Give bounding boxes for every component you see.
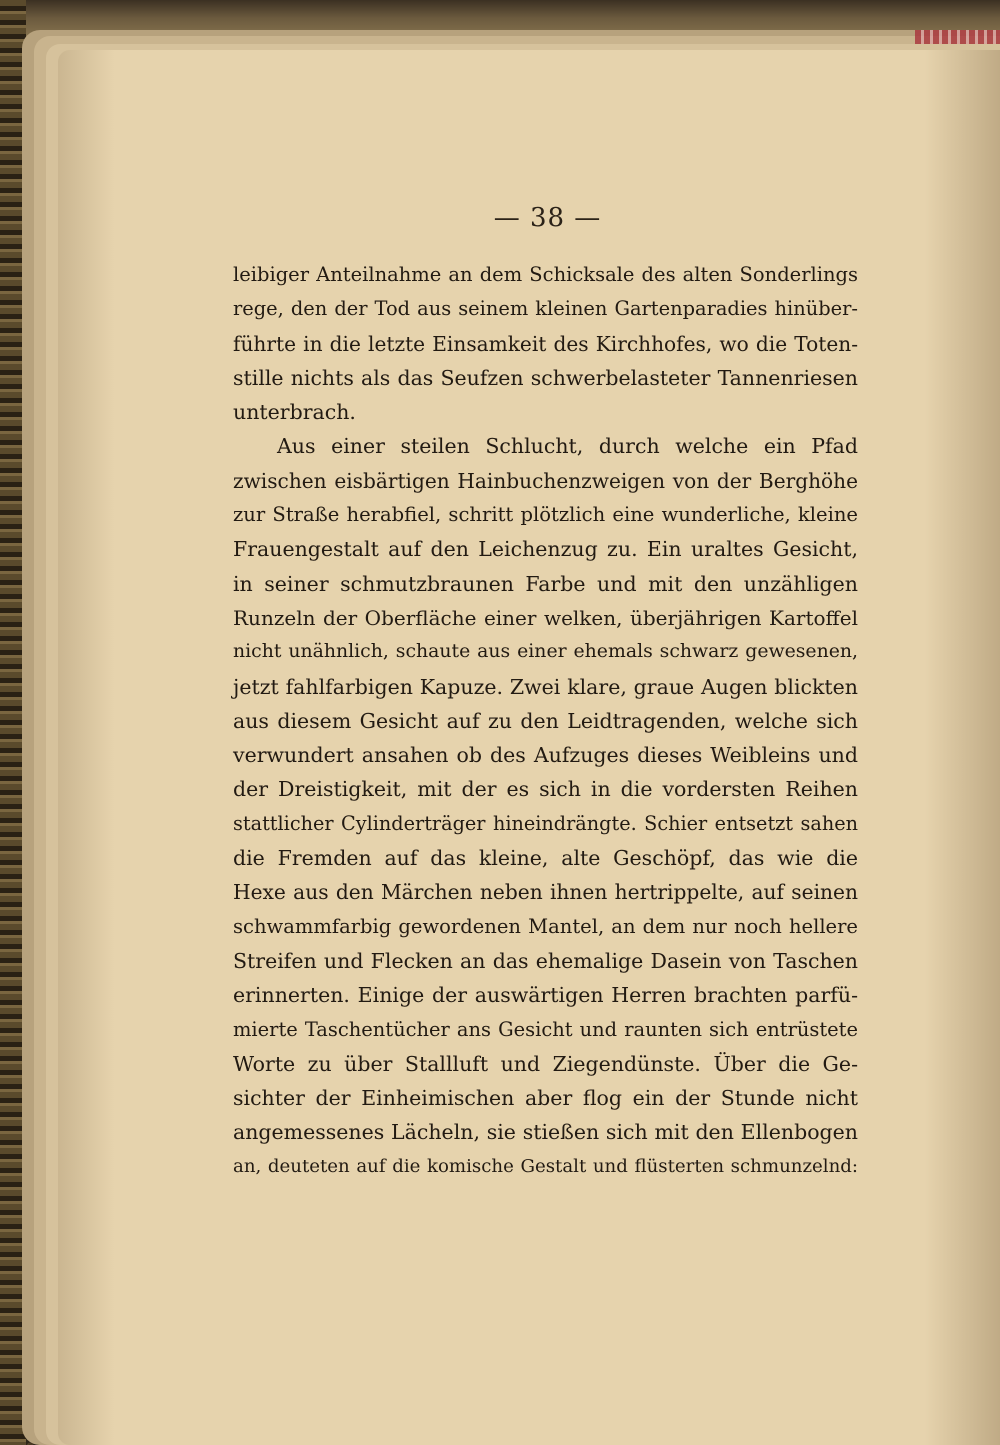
text-line: leibiger Anteilnahme an dem Schicksale des alten Sonderlings: [233, 263, 858, 286]
text-line: Hexe aus den Märchen neben ihnen hertrippelte, auf seinen: [233, 880, 858, 905]
text-line: Aus einer steilen Schlucht, durch welche ein Pfad: [277, 434, 858, 459]
text-line: stattlicher Cylinderträger hineindrängte. Schier entsetzt sahen: [233, 811, 858, 835]
text-line: sichter der Einheimischen aber flog ein der Stunde nicht: [233, 1086, 858, 1111]
text-line: aus diesem Gesicht auf zu den Leidtragenden, welche sich: [233, 708, 858, 733]
text-line: an, deuteten auf die komische Gestalt und flüsterten schmunzelnd:: [233, 1155, 858, 1177]
text-line: zwischen eisbärtigen Hainbuchenzweigen von der Berghöhe: [233, 468, 858, 493]
text-line: Streifen und Flecken an das ehemalige Dasein von Taschen: [233, 948, 858, 973]
text-line: zur Straße herabfiel, schritt plötzlich eine wunderliche, kleine: [233, 503, 858, 527]
text-line: erinnerten. Einige der auswärtigen Herren brachten parfü-: [233, 983, 858, 1008]
text-line: verwundert ansahen ob des Aufzuges dieses Weibleins und: [233, 743, 858, 768]
text-line: Frauengestalt auf den Leichenzug zu. Ein uraltes Gesicht,: [233, 537, 858, 562]
text-line: die Fremden auf das kleine, alte Geschöpf, das wie die: [233, 846, 858, 871]
text-line: unterbrach.: [233, 400, 356, 425]
text-line: angemessenes Lächeln, sie stießen sich mit den Ellenbogen: [233, 1120, 858, 1145]
text-line: Runzeln der Oberfläche einer welken, überjährigen Kartoffel: [233, 605, 858, 630]
text-line: jetzt fahlfarbigen Kapuze. Zwei klare, graue Augen blickten: [233, 674, 858, 699]
text-line: schwammfarbig gewordenen Mantel, an dem nur noch hellere: [233, 914, 858, 938]
text-line: Worte zu über Stallluft und Ziegendünste. Über die Ge-: [233, 1051, 858, 1076]
text-line: in seiner schmutzbraunen Farbe und mit den unzähligen: [233, 571, 858, 596]
text-line: rege, den der Tod aus seinem kleinen Gartenparadies hinüber-: [233, 297, 858, 321]
page-number: — 38 —: [493, 203, 602, 233]
red-page-edge: [915, 30, 1000, 44]
text-line: mierte Taschentücher ans Gesicht und raunten sich entrüstete: [233, 1017, 858, 1041]
text-line: führte in die letzte Einsamkeit des Kirchhofes, wo die Toten-: [233, 331, 858, 356]
body-text: [233, 258, 858, 1184]
text-line: stille nichts als das Seufzen schwerbelasteter Tannenriesen: [233, 365, 858, 390]
text-line: nicht unähnlich, schaute aus einer ehemals schwarz gewesenen,: [233, 641, 858, 663]
text-line: der Dreistigkeit, mit der es sich in die vordersten Reihen: [233, 777, 858, 802]
